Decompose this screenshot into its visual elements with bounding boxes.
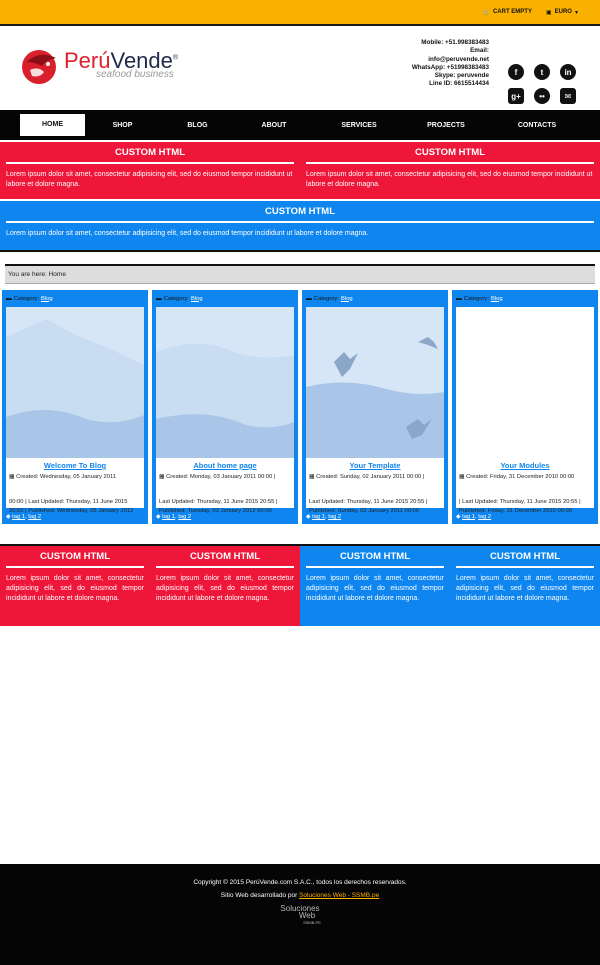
tag-link[interactable]: tag 1 xyxy=(312,514,325,520)
footer-dev-prefix: Sitio Web desarrollado por xyxy=(220,892,298,899)
flickr-icon[interactable]: •• xyxy=(534,88,550,104)
block-text: Lorem ipsum dolor sit amet, consectetur adipisicing elit, sed do eiusmod tempor incididunt ut labore et dolore magna. xyxy=(306,171,593,188)
card-created: Created: Monday, 03 January 2011 00:00 | xyxy=(166,474,276,480)
footer-copyright: Copyright © 2015 PerúVende.com S.A.C., todos los derechos reservados. xyxy=(193,879,407,886)
card-category-link[interactable]: Blog xyxy=(340,295,353,302)
card-image xyxy=(456,307,594,458)
card-image xyxy=(156,307,294,458)
cart-widget[interactable]: 🛒 CART EMPTY xyxy=(482,9,532,16)
developer-logo[interactable] xyxy=(0,905,600,926)
header xyxy=(0,26,600,110)
fish-globe-icon xyxy=(18,44,60,86)
contact-skype: Skype: peruvende xyxy=(434,72,489,80)
blog-card: ▬ Category: Blog About home page ▦ Created: Monday, 03 January 2011 00:00 | Last Updated: Thursday, 11 June 2015 20:55 | Published: Tuesday, 03 January 2012 00:00 ◆ tag 1, tag 2 xyxy=(152,290,298,524)
card-title-link[interactable]: Your Modules xyxy=(500,461,550,470)
contact-mobile: Mobile: +51.998383483 xyxy=(421,39,489,46)
blog-card: ▬ Category: Blog Your Template ▦ Created: Sunday, 02 January 2011 00:00 | Last Updated: Thursday, 11 June 2015 20:55 | Published: Sunday, 02 January 2011 00:00 ◆ tag 1, tag 2 xyxy=(302,290,448,524)
card-title-link[interactable]: Your Template xyxy=(349,461,401,470)
nav-item-contacts[interactable]: CONTACTS xyxy=(517,121,557,129)
blog-card: ▬ Category: Blog Welcome To Blog ▦ Created: Wednesday, 05 January 2011 00:00 | Last Updated: Thursday, 11 June 2015 20:55 | Published: Wednesday, 05 January 2012 ◆ tag 1, tag 2 xyxy=(2,290,148,524)
logo-tagline: seafood business xyxy=(96,69,174,80)
block-title: CUSTOM HTML xyxy=(6,142,294,164)
folder-icon: ▬ xyxy=(6,295,12,302)
footer xyxy=(0,864,600,965)
tumblr-icon[interactable]: t xyxy=(534,64,550,80)
block-text: Lorem ipsum dolor sit amet, consectetur adipisicing elit, sed do eiusmod tempor incididunt ut labore et dolore magna. xyxy=(456,575,594,602)
logo-text-a: Perú xyxy=(64,48,111,73)
custom-html-block-bottom-2 xyxy=(150,546,300,626)
mail-icon[interactable]: ✉ xyxy=(560,88,576,104)
card-category-link[interactable]: Blog xyxy=(190,295,203,302)
tag-icon: ◆ xyxy=(456,514,461,520)
cart-icon: 🛒 xyxy=(482,9,490,16)
logo-registered: ® xyxy=(172,54,179,62)
block-title: CUSTOM HTML xyxy=(6,201,594,223)
footer-dev-link[interactable]: Soluciones Web - SSMB.pe xyxy=(299,892,380,899)
block-text: Lorem ipsum dolor sit amet, consectetur adipisicing elit, sed do eiusmod tempor incididunt ut labore et dolore magna. xyxy=(6,230,369,237)
calendar-icon: ▦ xyxy=(9,474,15,480)
custom-html-block-bottom-3 xyxy=(300,546,450,626)
card-image xyxy=(306,307,444,458)
tag-link[interactable]: tag 1 xyxy=(462,514,475,520)
linkedin-icon[interactable]: in xyxy=(560,64,576,80)
card-created: Created: Sunday, 02 January 2011 00:00 | xyxy=(316,474,425,480)
tag-icon: ◆ xyxy=(156,514,161,520)
calendar-icon: ▦ xyxy=(459,474,465,480)
card-body xyxy=(456,458,594,498)
block-title: CUSTOM HTML xyxy=(306,546,444,568)
logo-text-b: Vende xyxy=(110,48,173,73)
card-meta: Last Updated: Thursday, 11 June 2015 20:55 | Published: Sunday, 02 January 2011 00:00 xyxy=(306,498,444,508)
card-category-link[interactable]: Blog xyxy=(40,295,53,302)
top-bar xyxy=(0,0,600,26)
nav-item-home[interactable]: HOME xyxy=(20,114,85,136)
tag-link[interactable]: tag 2 xyxy=(328,514,342,520)
main-nav xyxy=(0,110,600,140)
tag-icon: ◆ xyxy=(6,514,11,520)
nav-item-projects[interactable]: PROJECTS xyxy=(427,121,465,129)
block-title: CUSTOM HTML xyxy=(156,546,294,568)
folder-icon: ▬ xyxy=(156,295,162,302)
contact-whatsapp: WhatsApp: +51998383483 xyxy=(411,63,489,71)
tag-link[interactable]: tag 2 xyxy=(478,514,492,520)
contact-line: Line ID: 6615514434 xyxy=(429,80,489,88)
custom-html-block-wide xyxy=(0,201,600,252)
breadcrumb: You are here: Home xyxy=(5,264,595,284)
block-text: Lorem ipsum dolor sit amet, consectetur adipisicing elit, sed do eiusmod tempor incididunt ut labore et dolore magna. xyxy=(6,171,293,188)
card-category-label: Category: xyxy=(163,295,189,302)
tag-link[interactable]: tag 2 xyxy=(28,514,42,520)
calendar-icon: ▦ xyxy=(309,474,315,480)
folder-icon: ▬ xyxy=(306,295,312,302)
banknote-icon: ▣ xyxy=(545,9,552,16)
contact-info xyxy=(395,39,489,89)
nav-item-blog[interactable]: BLOG xyxy=(187,121,208,129)
developer-logo-text: Web xyxy=(298,911,316,920)
google-plus-icon[interactable]: g+ xyxy=(508,88,524,104)
currency-selector[interactable]: ▣ EURO ▾ xyxy=(545,9,578,16)
custom-html-block-top-right xyxy=(300,142,600,199)
card-category-label: Category: xyxy=(463,295,489,302)
block-title: CUSTOM HTML xyxy=(6,546,144,568)
developer-logo-text: SSMB.PE xyxy=(303,920,321,925)
contact-email-label: Email: xyxy=(470,47,489,55)
card-body xyxy=(156,458,294,498)
facebook-icon[interactable]: f xyxy=(508,64,524,80)
tag-icon: ◆ xyxy=(306,514,311,520)
card-meta: | Last Updated: Thursday, 11 June 2015 20:55 | Published: Friday, 31 December 2010 00:00 xyxy=(456,498,594,508)
site-logo[interactable] xyxy=(18,44,178,86)
card-body xyxy=(6,458,144,498)
card-title-link[interactable]: About home page xyxy=(193,461,257,470)
card-category-label: Category: xyxy=(13,295,39,302)
card-meta: Last Updated: Thursday, 11 June 2015 20:55 | Published: Tuesday, 03 January 2012 00:00 xyxy=(156,498,294,508)
folder-icon: ▬ xyxy=(456,295,462,302)
calendar-icon: ▦ xyxy=(159,474,165,480)
card-title-link[interactable]: Welcome To Blog xyxy=(43,461,107,470)
caret-down-icon: ▾ xyxy=(574,9,578,16)
card-body xyxy=(306,458,444,498)
block-text: Lorem ipsum dolor sit amet, consectetur adipisicing elit, sed do eiusmod tempor incididunt ut labore et dolore magna. xyxy=(156,575,294,602)
card-created: Created: Wednesday, 05 January 2011 xyxy=(16,474,117,480)
nav-item-services[interactable]: SERVICES xyxy=(341,121,377,129)
tag-link[interactable]: tag 1 xyxy=(12,514,25,520)
blog-card: ▬ Category: Blog Your Modules ▦ Created: Friday, 31 December 2010 00:00 | Last Updated: Thursday, 11 June 2015 20:55 | Published: Friday, 31 December 2010 00:00 ◆ tag 1, tag 2 xyxy=(452,290,598,524)
tag-link[interactable]: tag 2 xyxy=(178,514,192,520)
block-text: Lorem ipsum dolor sit amet, consectetur adipisicing elit, sed do eiusmod tempor incididunt ut labore et dolore magna. xyxy=(6,575,144,602)
card-category-label: Category: xyxy=(313,295,339,302)
developer-logo-text: Soluciones xyxy=(280,904,320,913)
social-icons xyxy=(508,64,578,104)
block-text: Lorem ipsum dolor sit amet, consectetur adipisicing elit, sed do eiusmod tempor incididunt ut labore et dolore magna. xyxy=(306,575,444,602)
block-title: CUSTOM HTML xyxy=(456,546,594,568)
nav-item-shop[interactable]: SHOP xyxy=(112,121,133,129)
contact-email[interactable]: info@peruvende.net xyxy=(428,55,489,63)
card-meta: 00:00 | Last Updated: Thursday, 11 June 2015 20:55 | Published: Wednesday, 05 January 2012 xyxy=(6,498,144,508)
tag-link[interactable]: tag 1 xyxy=(162,514,175,520)
custom-html-block-bottom-4 xyxy=(450,546,600,626)
custom-html-block-top-left xyxy=(0,142,300,199)
custom-html-block-bottom-1 xyxy=(0,546,150,626)
block-title: CUSTOM HTML xyxy=(306,142,594,164)
nav-item-about[interactable]: ABOUT xyxy=(261,121,287,129)
card-created: Created: Friday, 31 December 2010 00:00 xyxy=(466,474,575,480)
card-image xyxy=(6,307,144,458)
card-category-link[interactable]: Blog xyxy=(490,295,503,302)
